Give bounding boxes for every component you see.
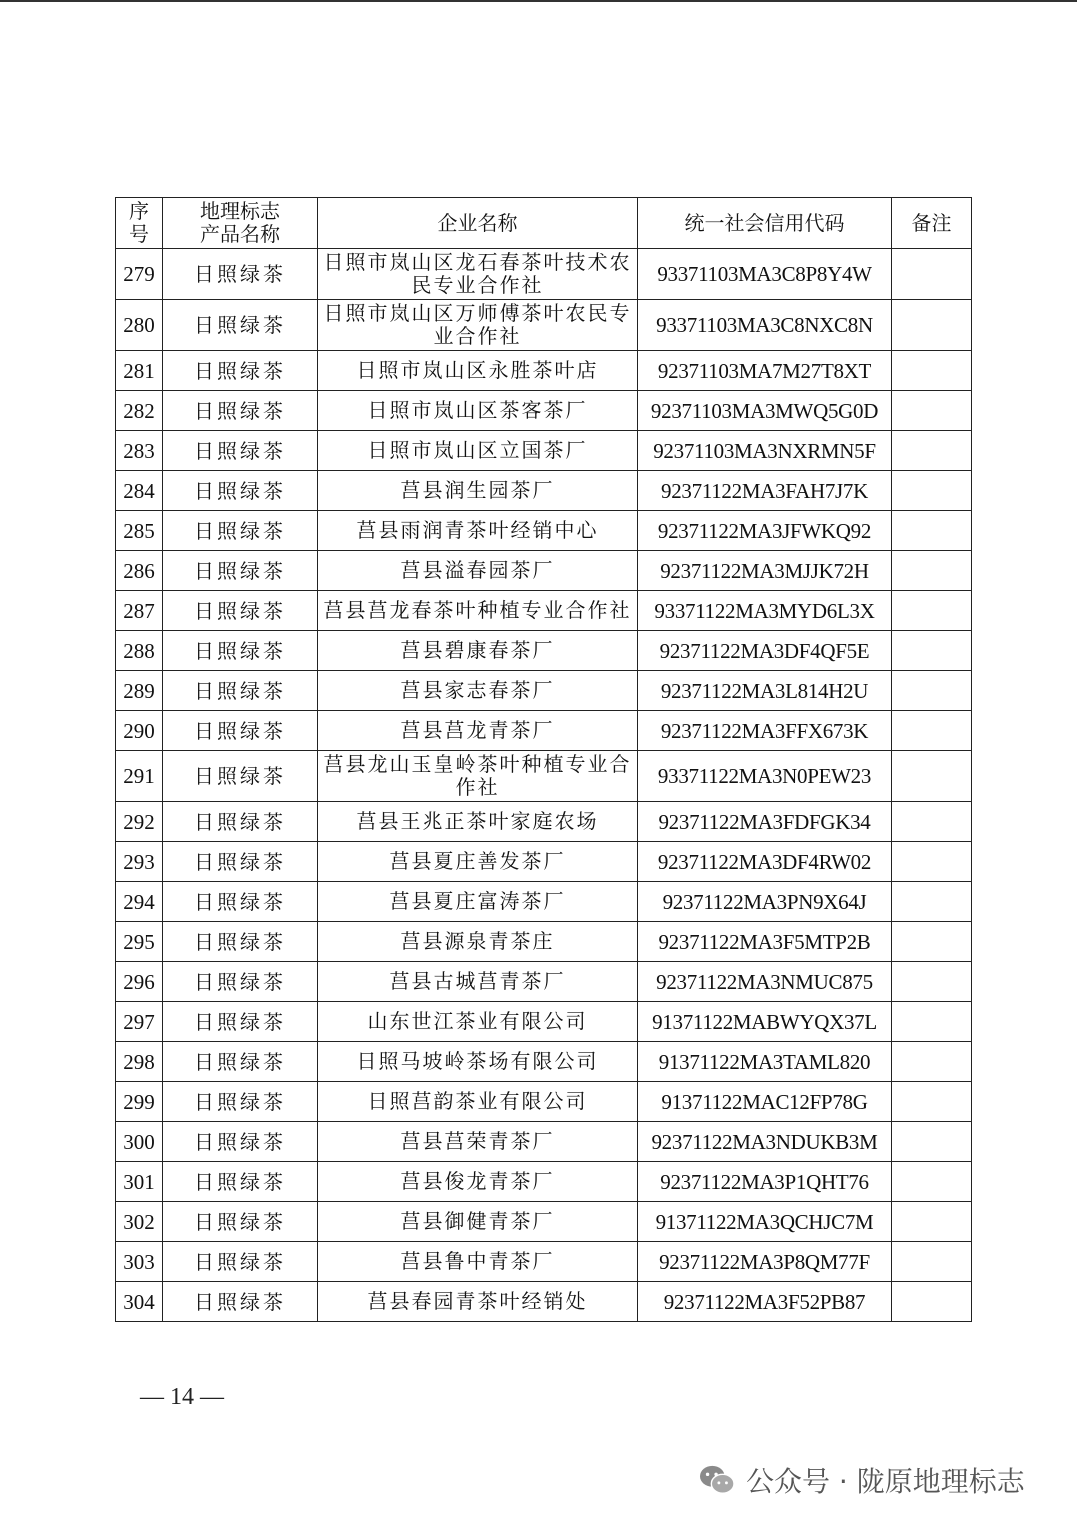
cell-remark — [892, 511, 972, 551]
cell-remark — [892, 591, 972, 631]
cell-product: 日照绿茶 — [163, 431, 318, 471]
cell-seq: 285 — [116, 511, 163, 551]
cell-product: 日照绿茶 — [163, 551, 318, 591]
cell-product: 日照绿茶 — [163, 922, 318, 962]
table-row — [116, 391, 972, 431]
cell-remark — [892, 631, 972, 671]
cell-remark — [892, 431, 972, 471]
cell-product: 日照绿茶 — [163, 882, 318, 922]
table-row — [116, 711, 972, 751]
table-row — [116, 1282, 972, 1322]
cell-remark — [892, 249, 972, 300]
cell-credit-code: 92371122MA3NMUC875 — [638, 962, 892, 1002]
cell-remark — [892, 1042, 972, 1082]
watermark-text: 公众号 · 陇原地理标志 — [746, 1465, 1025, 1498]
cell-remark — [892, 1082, 972, 1122]
header-seq-line2: 号 — [129, 222, 149, 246]
cell-remark — [892, 300, 972, 351]
table-row — [116, 551, 972, 591]
cell-product: 日照绿茶 — [163, 802, 318, 842]
cell-credit-code: 91371122MA3QCHJC7M — [638, 1202, 892, 1242]
cell-remark — [892, 1282, 972, 1322]
cell-remark — [892, 1202, 972, 1242]
cell-product: 日照绿茶 — [163, 300, 318, 351]
table-row — [116, 1122, 972, 1162]
table-row — [116, 842, 972, 882]
cell-enterprise: 莒县碧康春茶厂 — [318, 631, 638, 671]
table-row — [116, 671, 972, 711]
cell-product: 日照绿茶 — [163, 1122, 318, 1162]
cell-enterprise: 莒县莒龙春茶叶种植专业合作社 — [318, 591, 638, 631]
cell-remark — [892, 842, 972, 882]
table-row — [116, 1082, 972, 1122]
cell-seq: 300 — [116, 1122, 163, 1162]
cell-credit-code: 92371122MA3PN9X64J — [638, 882, 892, 922]
cell-product: 日照绿茶 — [163, 1042, 318, 1082]
cell-credit-code: 92371122MA3JFWKQ92 — [638, 511, 892, 551]
table-row — [116, 1202, 972, 1242]
cell-credit-code: 92371122MA3FFX673K — [638, 711, 892, 751]
cell-remark — [892, 351, 972, 391]
table-row — [116, 751, 972, 802]
cell-credit-code: 92371122MA3DF4QF5E — [638, 631, 892, 671]
header-remark: 备注 — [892, 198, 972, 249]
cell-seq: 301 — [116, 1162, 163, 1202]
cell-seq: 281 — [116, 351, 163, 391]
cell-seq: 302 — [116, 1202, 163, 1242]
cell-seq: 283 — [116, 431, 163, 471]
enterprise-table — [115, 197, 972, 1322]
cell-remark — [892, 962, 972, 1002]
cell-remark — [892, 671, 972, 711]
cell-credit-code: 91371122MAC12FP78G — [638, 1082, 892, 1122]
cell-product: 日照绿茶 — [163, 471, 318, 511]
cell-enterprise: 日照市岚山区万师傅茶叶农民专业合作社 — [318, 300, 638, 351]
cell-remark — [892, 922, 972, 962]
cell-product: 日照绿茶 — [163, 511, 318, 551]
cell-remark — [892, 1122, 972, 1162]
cell-product: 日照绿茶 — [163, 249, 318, 300]
cell-credit-code: 92371122MA3FDFGK34 — [638, 802, 892, 842]
cell-product: 日照绿茶 — [163, 391, 318, 431]
table-header-row — [116, 198, 972, 249]
cell-product: 日照绿茶 — [163, 351, 318, 391]
cell-enterprise: 莒县莒龙青茶厂 — [318, 711, 638, 751]
table-row — [116, 882, 972, 922]
cell-remark — [892, 551, 972, 591]
header-enterprise: 企业名称 — [318, 198, 638, 249]
cell-credit-code: 92371103MA3NXRMN5F — [638, 431, 892, 471]
cell-seq: 288 — [116, 631, 163, 671]
table-body — [116, 249, 972, 1322]
cell-credit-code: 92371122MA3DF4RW02 — [638, 842, 892, 882]
cell-credit-code: 93371122MA3N0PEW23 — [638, 751, 892, 802]
cell-credit-code: 92371122MA3P8QM77F — [638, 1242, 892, 1282]
cell-enterprise: 莒县龙山玉皇岭茶叶种植专业合作社 — [318, 751, 638, 802]
table-row — [116, 962, 972, 1002]
cell-seq: 304 — [116, 1282, 163, 1322]
header-product-line1: 地理标志 — [200, 199, 280, 223]
cell-product: 日照绿茶 — [163, 591, 318, 631]
cell-enterprise: 莒县俊龙青茶厂 — [318, 1162, 638, 1202]
cell-seq: 279 — [116, 249, 163, 300]
watermark — [698, 1458, 1025, 1502]
cell-remark — [892, 882, 972, 922]
cell-product: 日照绿茶 — [163, 1282, 318, 1322]
cell-credit-code: 92371122MA3F52PB87 — [638, 1282, 892, 1322]
cell-product: 日照绿茶 — [163, 631, 318, 671]
cell-seq: 287 — [116, 591, 163, 631]
table-row — [116, 249, 972, 300]
cell-enterprise: 日照市岚山区茶客茶厂 — [318, 391, 638, 431]
table-row — [116, 431, 972, 471]
cell-credit-code: 92371122MA3L814H2U — [638, 671, 892, 711]
table-row — [116, 1002, 972, 1042]
cell-product: 日照绿茶 — [163, 1162, 318, 1202]
cell-enterprise: 莒县鲁中青茶厂 — [318, 1242, 638, 1282]
cell-enterprise: 日照莒韵茶业有限公司 — [318, 1082, 638, 1122]
cell-enterprise: 莒县王兆正茶叶家庭农场 — [318, 802, 638, 842]
cell-credit-code: 92371122MA3FAH7J7K — [638, 471, 892, 511]
cell-seq: 280 — [116, 300, 163, 351]
cell-product: 日照绿茶 — [163, 1242, 318, 1282]
cell-enterprise: 莒县源泉青茶庄 — [318, 922, 638, 962]
cell-seq: 291 — [116, 751, 163, 802]
top-rule — [0, 0, 1077, 2]
cell-seq: 289 — [116, 671, 163, 711]
header-product — [163, 198, 318, 249]
table-row — [116, 922, 972, 962]
cell-enterprise: 莒县夏庄富涛茶厂 — [318, 882, 638, 922]
cell-enterprise: 莒县御健青茶厂 — [318, 1202, 638, 1242]
cell-seq: 296 — [116, 962, 163, 1002]
cell-enterprise: 莒县润生园茶厂 — [318, 471, 638, 511]
cell-enterprise: 莒县莒荣青茶厂 — [318, 1122, 638, 1162]
cell-product: 日照绿茶 — [163, 671, 318, 711]
cell-product: 日照绿茶 — [163, 1082, 318, 1122]
table-row — [116, 511, 972, 551]
cell-credit-code: 92371103MA7M27T8XT — [638, 351, 892, 391]
cell-credit-code: 92371122MA3F5MTP2B — [638, 922, 892, 962]
table-row — [116, 1162, 972, 1202]
cell-remark — [892, 1002, 972, 1042]
cell-enterprise: 日照市岚山区永胜茶叶店 — [318, 351, 638, 391]
cell-remark — [892, 391, 972, 431]
cell-seq: 303 — [116, 1242, 163, 1282]
cell-seq: 298 — [116, 1042, 163, 1082]
cell-seq: 282 — [116, 391, 163, 431]
cell-credit-code: 92371122MA3MJJK72H — [638, 551, 892, 591]
cell-credit-code: 92371122MA3P1QHT76 — [638, 1162, 892, 1202]
cell-seq: 295 — [116, 922, 163, 962]
table-row — [116, 591, 972, 631]
cell-remark — [892, 1162, 972, 1202]
cell-enterprise: 山东世江茶业有限公司 — [318, 1002, 638, 1042]
cell-credit-code: 91371122MA3TAML820 — [638, 1042, 892, 1082]
table-row — [116, 300, 972, 351]
cell-credit-code: 92371122MA3NDUKB3M — [638, 1122, 892, 1162]
cell-product: 日照绿茶 — [163, 1202, 318, 1242]
header-seq — [116, 198, 163, 249]
table-row — [116, 802, 972, 842]
cell-seq: 284 — [116, 471, 163, 511]
cell-seq: 292 — [116, 802, 163, 842]
cell-credit-code: 92371103MA3MWQ5G0D — [638, 391, 892, 431]
cell-seq: 299 — [116, 1082, 163, 1122]
cell-product: 日照绿茶 — [163, 842, 318, 882]
cell-enterprise: 日照市岚山区龙石春茶叶技术农民专业合作社 — [318, 249, 638, 300]
cell-enterprise: 莒县雨润青茶叶经销中心 — [318, 511, 638, 551]
cell-credit-code: 93371103MA3C8NXC8N — [638, 300, 892, 351]
cell-enterprise: 日照马坡岭茶场有限公司 — [318, 1042, 638, 1082]
cell-enterprise: 日照市岚山区立国茶厂 — [318, 431, 638, 471]
table-row — [116, 1242, 972, 1282]
cell-enterprise: 莒县溢春园茶厂 — [318, 551, 638, 591]
cell-enterprise: 莒县古城莒青茶厂 — [318, 962, 638, 1002]
cell-seq: 294 — [116, 882, 163, 922]
cell-remark — [892, 471, 972, 511]
table-row — [116, 1042, 972, 1082]
cell-enterprise: 莒县家志春茶厂 — [318, 671, 638, 711]
cell-enterprise: 莒县春园青茶叶经销处 — [318, 1282, 638, 1322]
cell-product: 日照绿茶 — [163, 711, 318, 751]
cell-product: 日照绿茶 — [163, 962, 318, 1002]
cell-credit-code: 91371122MABWYQX37L — [638, 1002, 892, 1042]
table-row — [116, 351, 972, 391]
cell-remark — [892, 751, 972, 802]
cell-remark — [892, 802, 972, 842]
cell-product: 日照绿茶 — [163, 1002, 318, 1042]
header-product-line2: 产品名称 — [200, 222, 280, 246]
table-row — [116, 471, 972, 511]
cell-enterprise: 莒县夏庄善发茶厂 — [318, 842, 638, 882]
cell-product: 日照绿茶 — [163, 751, 318, 802]
cell-remark — [892, 711, 972, 751]
cell-seq: 293 — [116, 842, 163, 882]
cell-seq: 286 — [116, 551, 163, 591]
page-number: — 14 — — [140, 1384, 224, 1410]
header-credit-code: 统一社会信用代码 — [638, 198, 892, 249]
header-seq-line1: 序 — [129, 199, 149, 223]
cell-credit-code: 93371103MA3C8P8Y4W — [638, 249, 892, 300]
cell-seq: 297 — [116, 1002, 163, 1042]
cell-seq: 290 — [116, 711, 163, 751]
wechat-icon — [698, 1463, 736, 1497]
table-row — [116, 631, 972, 671]
cell-remark — [892, 1242, 972, 1282]
cell-credit-code: 93371122MA3MYD6L3X — [638, 591, 892, 631]
